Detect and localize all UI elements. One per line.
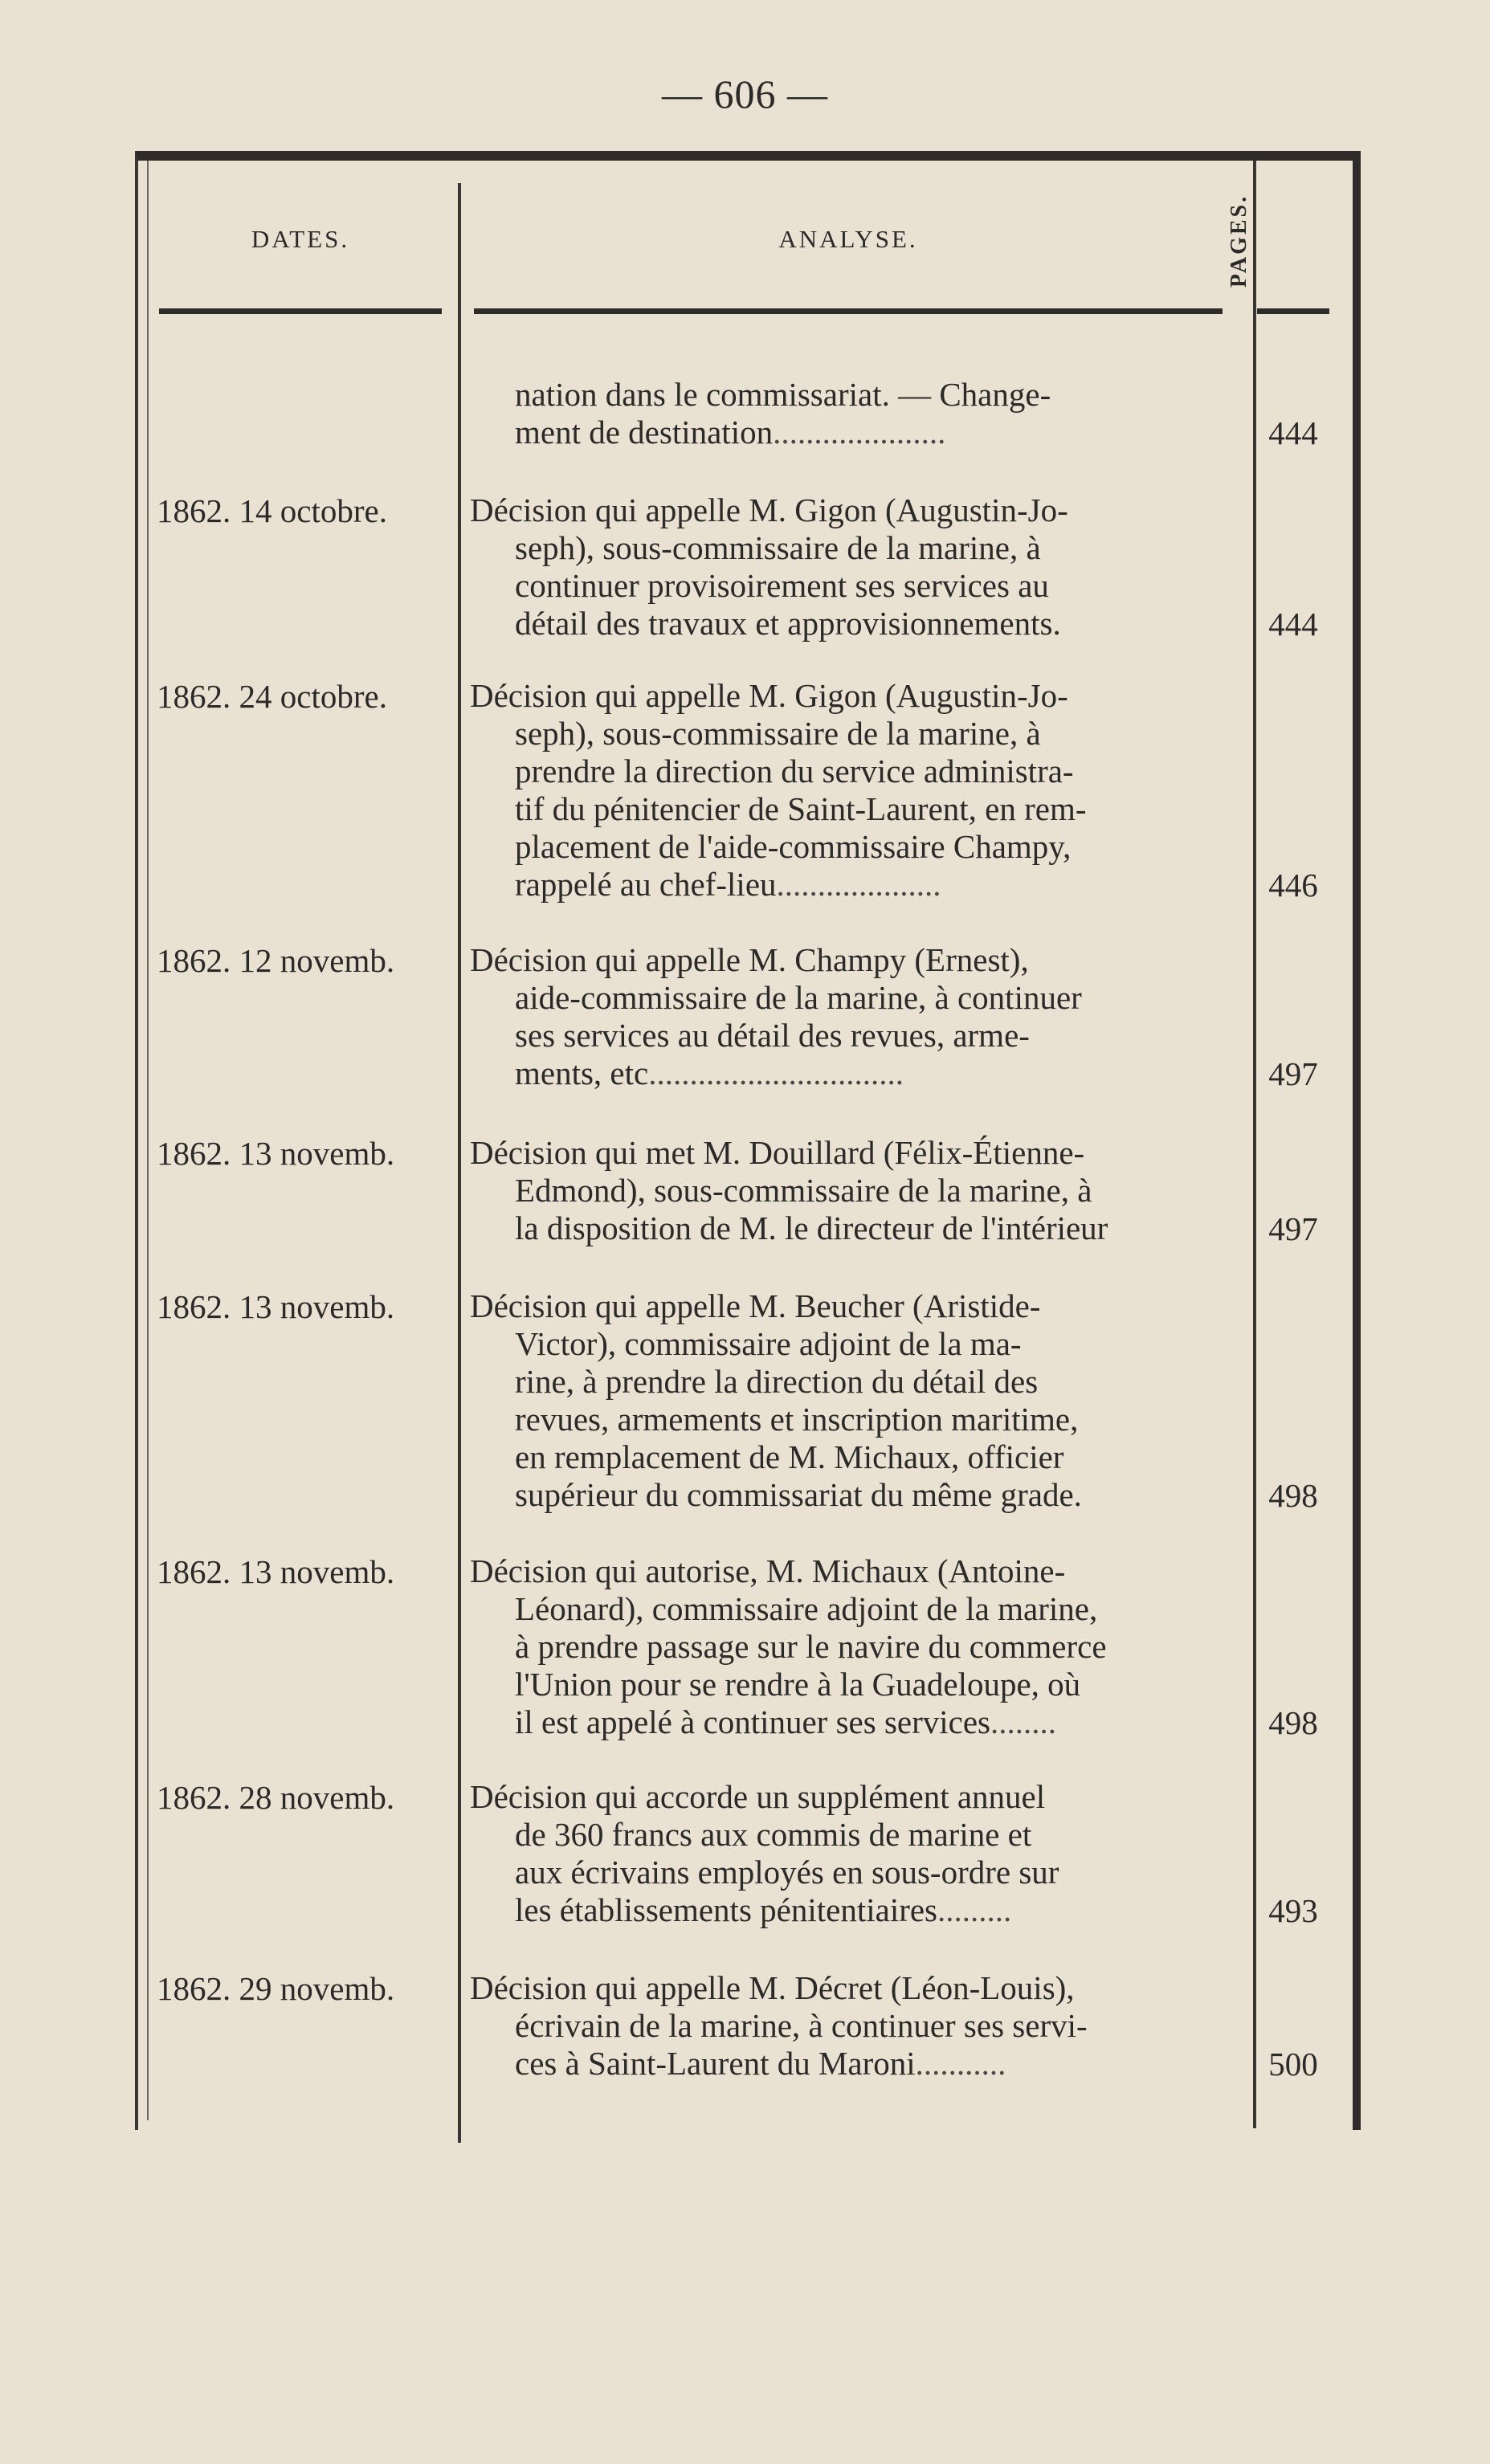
- entry-date: 1862. 13 novemb.: [157, 1135, 395, 1172]
- page-ref: 500: [1268, 2046, 1318, 2083]
- left-inner-rule: [147, 161, 149, 2120]
- analysis-line: ces à Saint-Laurent du Maroni...........: [515, 2045, 1006, 2082]
- header-rule-dates: [159, 308, 442, 314]
- analysis-line: continuer provisoirement ses services au: [515, 567, 1049, 604]
- dot-leader: ........: [990, 1703, 1056, 1740]
- dot-leader: ...........: [915, 2045, 1006, 2082]
- analysis-line: Décision qui appelle M. Décret (Léon-Louis),: [470, 1969, 1075, 2006]
- analysis-line: nation dans le commissariat. — Change-: [515, 376, 1051, 413]
- dot-leader: ...............................: [648, 1055, 904, 1091]
- analysis-line: revues, armements et inscription maritime,: [515, 1401, 1079, 1438]
- analysis-line: Décision qui appelle M. Champy (Ernest),: [470, 941, 1029, 978]
- analysis-line: les établissements pénitentiaires.........: [515, 1891, 1012, 1928]
- analysis-line: il est appelé à continuer ses services........: [515, 1703, 1056, 1740]
- analysis-line: à prendre passage sur le navire du commerce: [515, 1628, 1107, 1665]
- column-divider-pages: [1253, 161, 1256, 2128]
- analysis-line: Décision qui appelle M. Beucher (Aristide-: [470, 1287, 1041, 1324]
- analysis-line: l'Union pour se rendre à la Guadeloupe, où: [515, 1666, 1081, 1703]
- analysis-line: Victor), commissaire adjoint de la ma-: [515, 1325, 1022, 1362]
- table-row: [470, 1778, 1246, 1929]
- table-row: [470, 677, 1246, 904]
- analysis-line: seph), sous-commissaire de la marine, à: [515, 715, 1041, 752]
- analysis-line: rine, à prendre la direction du détail des: [515, 1363, 1039, 1400]
- analysis-line: détail des travaux et approvisionnements.: [515, 605, 1061, 642]
- entry-date: 1862. 24 octobre.: [157, 678, 387, 715]
- analysis-line: seph), sous-commissaire de la marine, à: [515, 529, 1041, 566]
- column-divider-dates: [458, 183, 461, 2143]
- table-row: [470, 941, 1246, 1092]
- header-rule-pages: [1257, 308, 1329, 314]
- header-rule-analysis: [474, 308, 1223, 314]
- analysis-line: Décision qui accorde un supplément annuel: [470, 1778, 1046, 1815]
- analysis-line: ment de destination.....................: [515, 414, 946, 451]
- analysis-line: ses services au détail des revues, arme-: [515, 1017, 1030, 1054]
- dot-leader: .....................: [773, 414, 946, 451]
- analysis-line: aide-commissaire de la marine, à continuer: [515, 979, 1082, 1016]
- table-row: [470, 492, 1246, 643]
- analysis-line: écrivain de la marine, à continuer ses servi-: [515, 2007, 1088, 2044]
- page-ref: 498: [1268, 1704, 1318, 1741]
- analysis-line: placement de l'aide-commissaire Champy,: [515, 828, 1072, 865]
- analysis-line: Edmond), sous-commissaire de la marine, à: [515, 1172, 1092, 1209]
- page-ref: 497: [1268, 1210, 1318, 1247]
- entry-date: 1862. 12 novemb.: [157, 942, 395, 979]
- analysis-line: en remplacement de M. Michaux, officier: [515, 1438, 1064, 1475]
- analysis-line: rappelé au chef-lieu....................: [515, 866, 941, 903]
- analysis-line: Décision qui appelle M. Gigon (Augustin-Jo-: [470, 677, 1068, 714]
- page-ref: 493: [1268, 1892, 1318, 1929]
- page-number: — 606 —: [662, 71, 828, 116]
- entry-date: 1862. 13 novemb.: [157, 1553, 395, 1590]
- table-row: [470, 1552, 1246, 1741]
- analysis-line: prendre la direction du service administra-: [515, 753, 1074, 789]
- analysis-line: Décision qui autorise, M. Michaux (Antoine-: [470, 1552, 1066, 1589]
- analysis-line: de 360 francs aux commis de marine et: [515, 1816, 1032, 1853]
- analysis-line: aux écrivains employés en sous-ordre sur: [515, 1854, 1059, 1891]
- analysis-line: tif du pénitencier de Saint-Laurent, en rem-: [515, 790, 1087, 827]
- header-analysis: ANALYSE.: [778, 225, 918, 253]
- analysis-line: Léonard), commissaire adjoint de la marine,: [515, 1590, 1098, 1627]
- entry-date: 1862. 14 octobre.: [157, 492, 387, 529]
- page-ref: 497: [1268, 1055, 1318, 1092]
- table-row: [470, 1969, 1246, 2083]
- analysis-line: ments, etc...............................: [515, 1055, 904, 1091]
- analysis-line: la disposition de M. le directeur de l'intérieur: [515, 1210, 1108, 1246]
- table-row: [470, 1287, 1246, 1514]
- entry-date: 1862. 28 novemb.: [157, 1779, 395, 1816]
- page-ref: 444: [1268, 414, 1318, 451]
- dot-leader: ....................: [776, 866, 941, 903]
- dot-leader: .........: [937, 1891, 1012, 1928]
- analysis-line: supérieur du commissariat du même grade.: [515, 1476, 1082, 1513]
- page-ref: 498: [1268, 1477, 1318, 1514]
- analysis-line: Décision qui met M. Douillard (Félix-Étienne-: [470, 1134, 1085, 1171]
- entry-date: 1862. 13 novemb.: [157, 1288, 395, 1325]
- entry-date: 1862. 29 novemb.: [157, 1970, 395, 2007]
- page-ref: 444: [1268, 606, 1318, 643]
- page-ref: 446: [1268, 867, 1318, 904]
- table-row: [470, 376, 1246, 451]
- table-row: [470, 1134, 1246, 1247]
- header-dates: DATES.: [251, 225, 350, 253]
- analysis-line: Décision qui appelle M. Gigon (Augustin-Jo-: [470, 492, 1068, 528]
